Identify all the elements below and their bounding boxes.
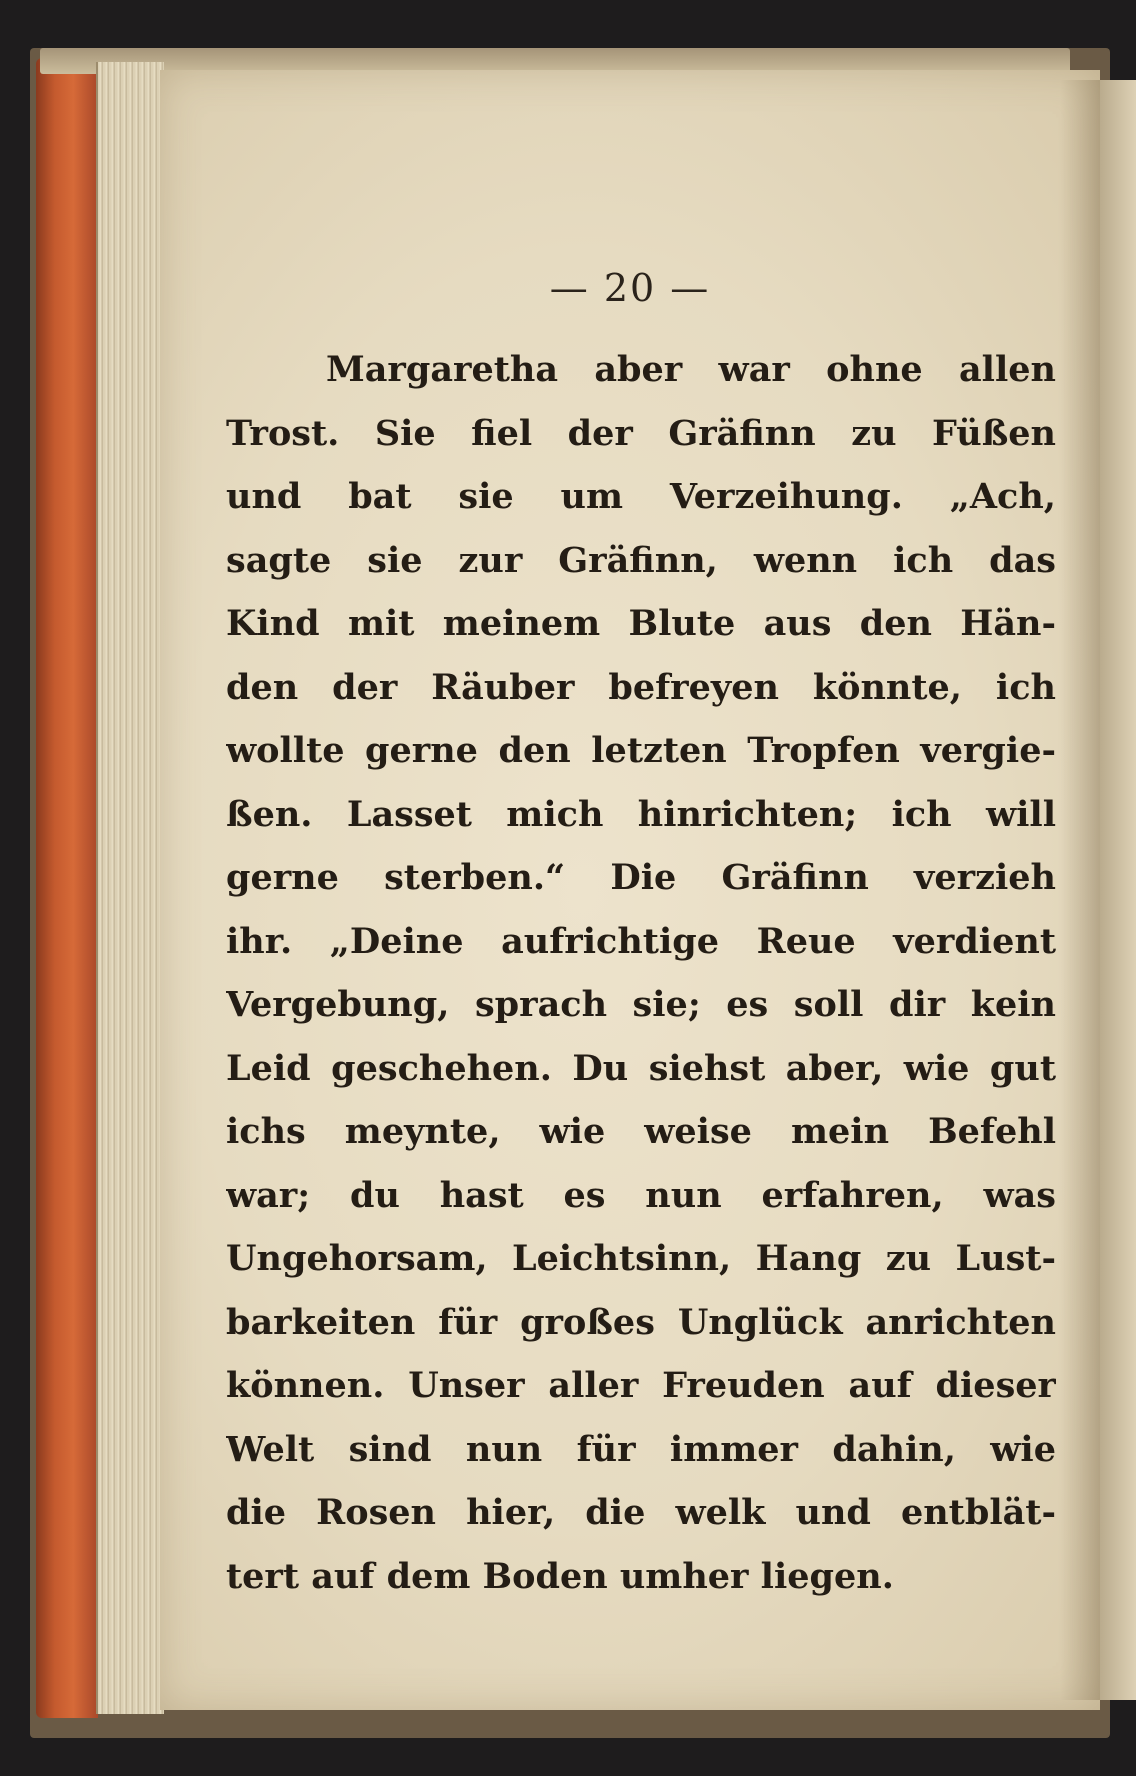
text-line: Vergebung, sprach sie; es soll dir kein (226, 984, 1056, 1025)
text-line: ihr. „Deine aufrichtige Reue verdient (226, 920, 1056, 962)
text-line: ßen. Lasset mich hinrichten; ich will (226, 793, 1056, 835)
text-line: barkeiten für großes Unglück anrichten (226, 1301, 1056, 1343)
text-line: Leid geschehen. Du siehst aber, wie gut (226, 1047, 1056, 1089)
binding-edge (36, 58, 98, 1718)
page-edges (96, 62, 164, 1714)
text-line: tert auf dem Boden umher liegen. (226, 1555, 894, 1597)
text-line: gerne sterben.“ Die Gräfinn verzieh (226, 857, 1056, 898)
text-line: Margaretha aber war ohne allen (326, 349, 1056, 390)
text-line: und bat sie um Verzeihung. „Ach, (226, 476, 1056, 517)
body-text (226, 338, 1056, 1608)
gutter-shadow (1060, 80, 1100, 1700)
text-line: ichs meynte, wie weise mein Befehl (226, 1111, 1056, 1152)
text-line: können. Unser aller Freuden auf dieser (226, 1365, 1056, 1406)
text-line: war; du hast es nun erfahren, was (226, 1174, 1056, 1216)
book-page (160, 70, 1100, 1710)
text-line: den der Räuber befreyen könnte, ich (226, 666, 1056, 708)
facing-page-edge (1098, 80, 1136, 1700)
text-line: Kind mit meinem Blute aus den Hän- (226, 603, 1056, 644)
text-line: die Rosen hier, die welk und entblät- (226, 1492, 1056, 1533)
text-line: wollte gerne den letzten Tropfen vergie- (226, 730, 1056, 771)
text-line: Trost. Sie fiel der Gräfinn zu Füßen (226, 412, 1056, 454)
text-line: sagte sie zur Gräfinn, wenn ich das (226, 539, 1056, 581)
text-line: Ungehorsam, Leichtsinn, Hang zu Lust- (226, 1238, 1056, 1279)
page-number: — 20 — (549, 266, 711, 310)
text-line: Welt sind nun für immer dahin, wie (226, 1428, 1056, 1470)
